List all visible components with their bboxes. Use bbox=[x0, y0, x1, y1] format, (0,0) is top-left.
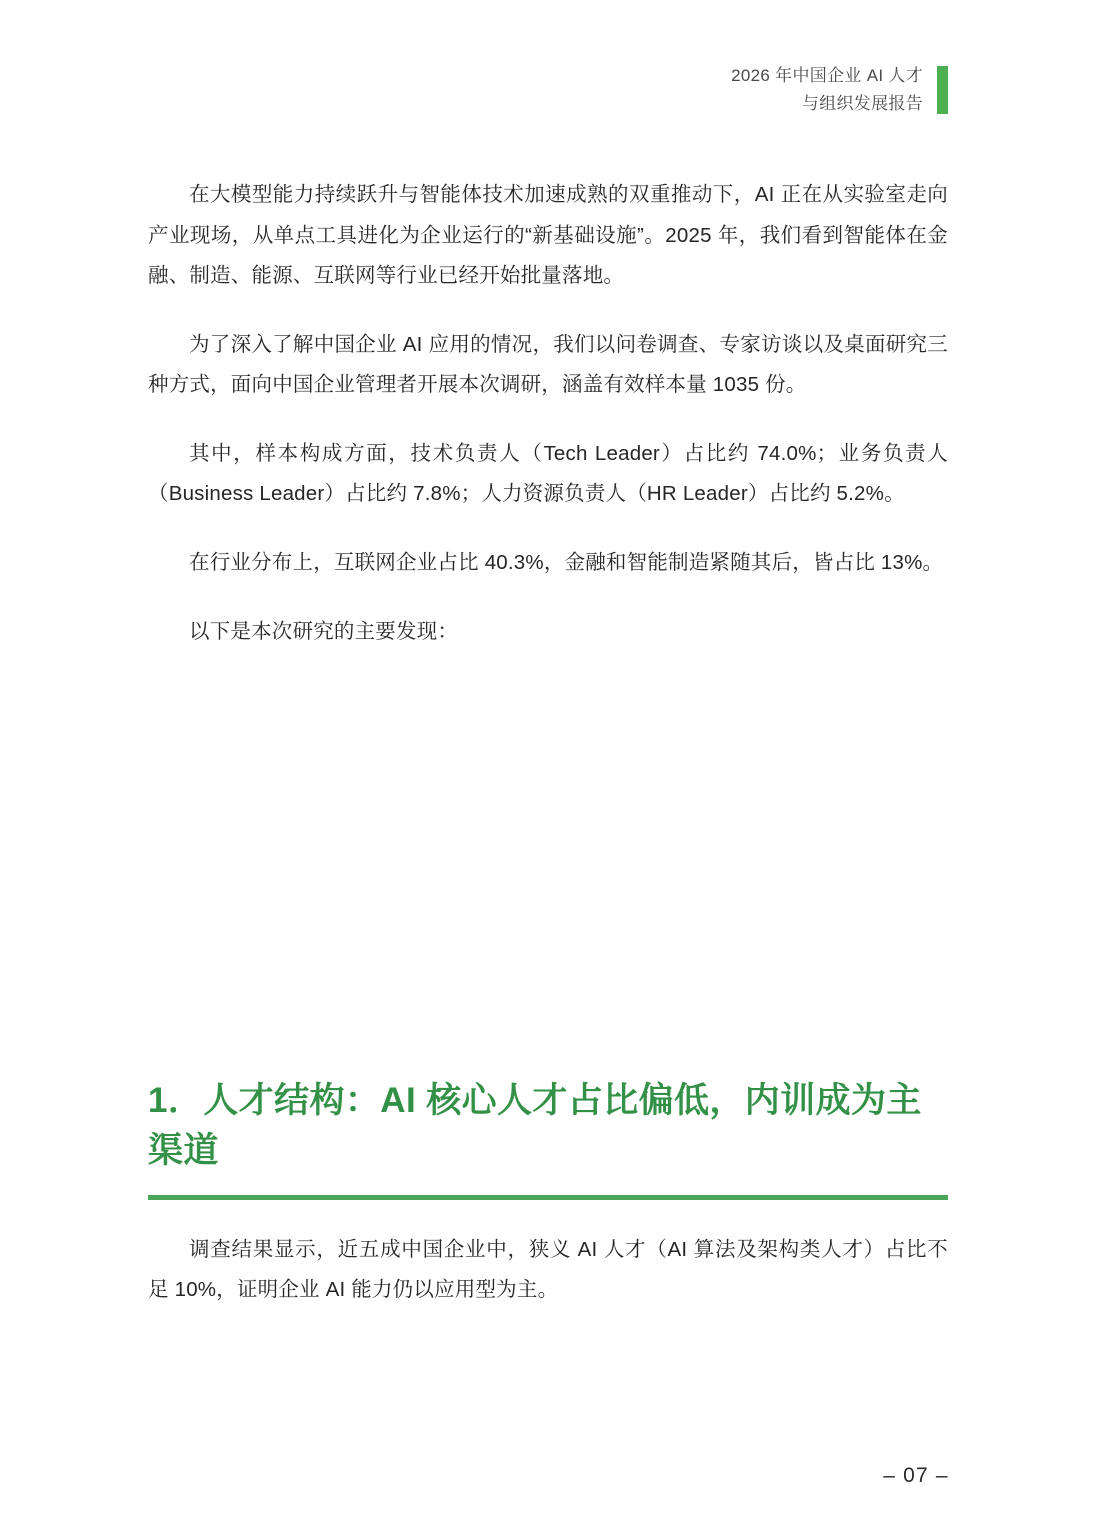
section-body bbox=[148, 1230, 948, 1311]
intro-paragraph-4: 在行业分布上，互联网企业占比 40.3%，金融和智能制造紧随其后，皆占比 13%。 bbox=[189, 551, 944, 575]
intro-paragraph-3: 其中，样本构成方面，技术负责人（Tech Leader）占比约 74.0%；业务负责人（Business Leader）占比约 7.8%；人力资源负责人（HR Leader）占比约 5.2%。 bbox=[148, 441, 948, 506]
intro-paragraph-1: 在大模型能力持续跃升与智能体技术加速成熟的双重推动下，AI 正在从实验室走向产业现场，从单点工具进化为企业运行的“新基础设施”。2025 年，我们看到智能体在金融、制造、能源、互联网等行业已经开始批量落地。 bbox=[148, 183, 948, 288]
page-number-value: – 07 – bbox=[883, 1464, 949, 1487]
page-content bbox=[148, 175, 948, 1311]
intro-paragraph-5: 以下是本次研究的主要发现： bbox=[189, 619, 459, 643]
intro-paragraph-2: 为了深入了解中国企业 AI 应用的情况，我们以问卷调查、专家访谈以及桌面研究三种方式，面向中国企业管理者开展本次调研，涵盖有效样本量 1035 份。 bbox=[148, 332, 948, 397]
content-spacer bbox=[148, 680, 948, 1076]
section-divider bbox=[148, 1195, 948, 1200]
running-header-title bbox=[731, 62, 923, 117]
running-header-line-2: 与组织发展报告 bbox=[801, 93, 923, 113]
section-heading: 1．人才结构：AI 核心人才占比偏低，内训成为主渠道 bbox=[148, 1081, 922, 1170]
running-header bbox=[731, 62, 948, 117]
header-accent-bar bbox=[937, 66, 948, 114]
section-paragraph-1: 调查结果显示，近五成中国企业中，狭义 AI 人才（AI 算法及架构类人才）占比不足 10%，证明企业 AI 能力仍以应用型为主。 bbox=[148, 1237, 948, 1302]
page-number bbox=[0, 1464, 1093, 1488]
running-header-line-1: 2026 年中国企业 AI 人才 bbox=[731, 66, 923, 85]
